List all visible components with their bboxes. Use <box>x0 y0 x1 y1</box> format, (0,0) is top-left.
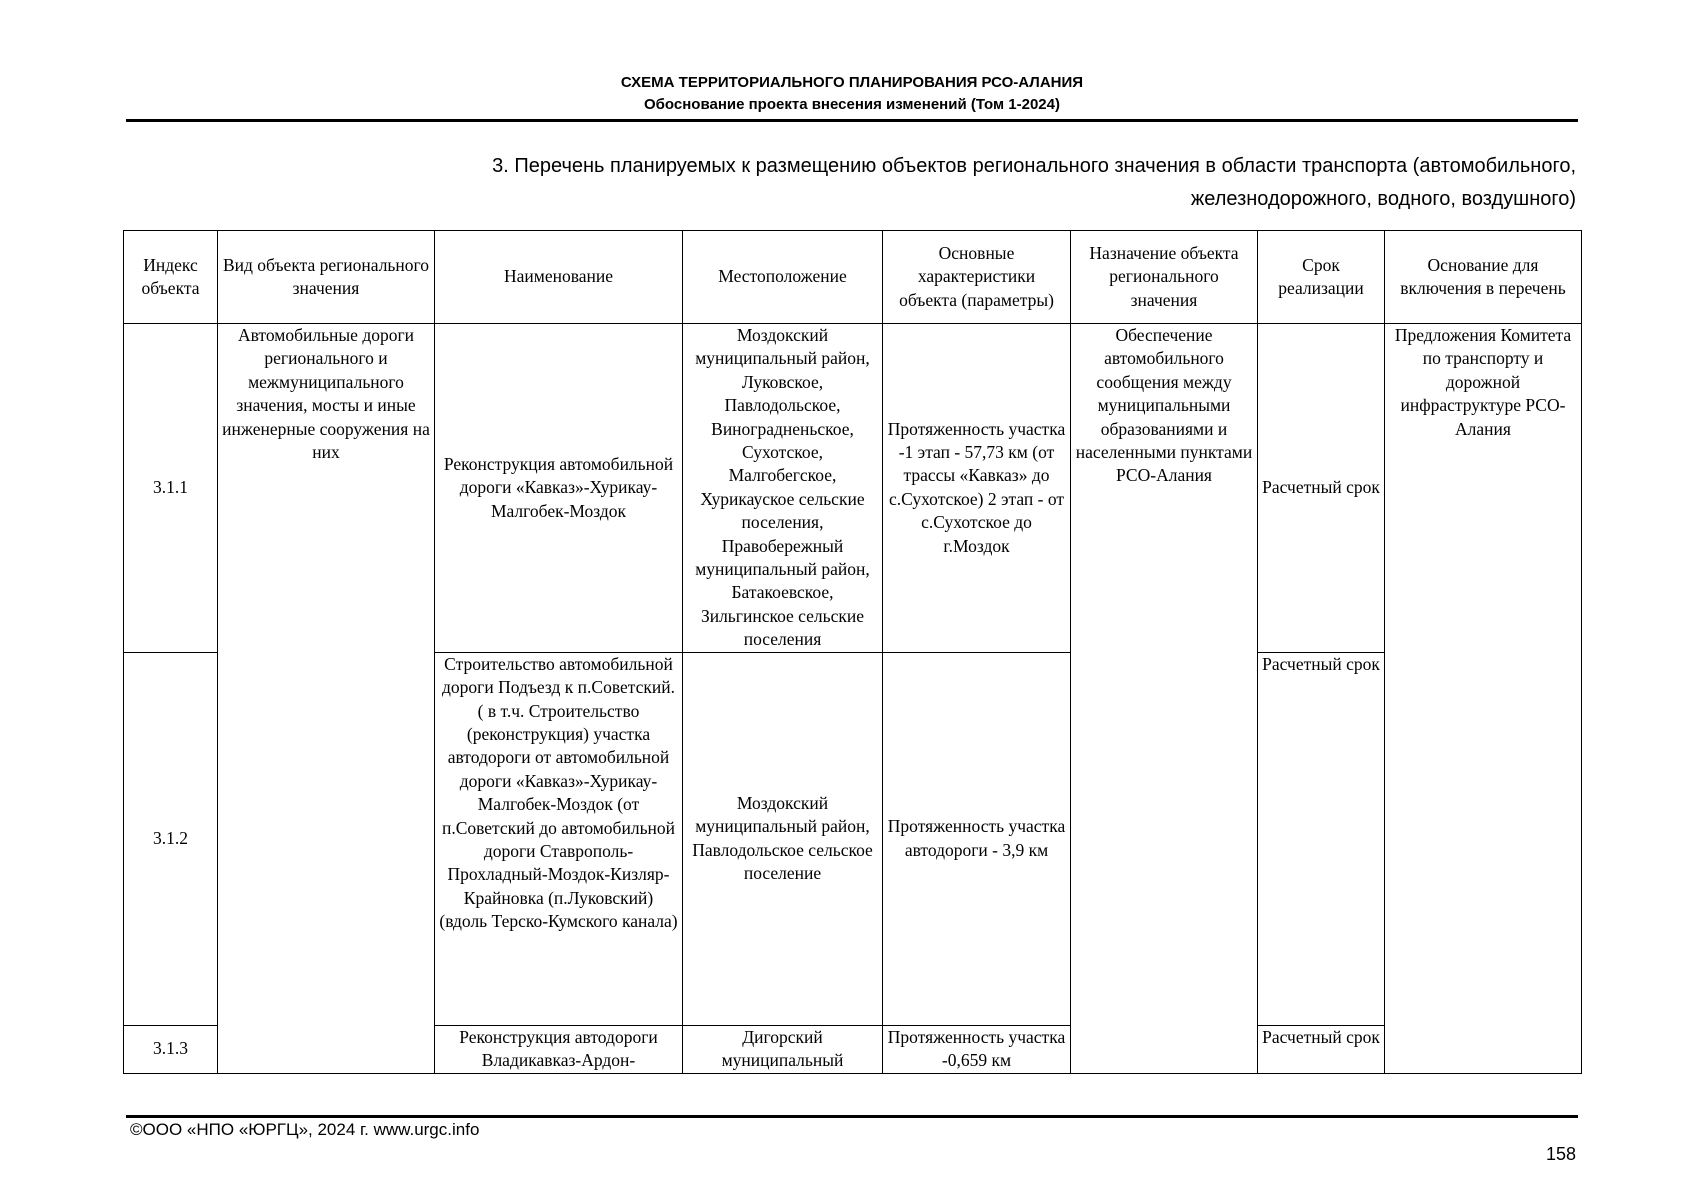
header-parameters: Основные характеристики объекта (параметры) <box>883 231 1071 324</box>
header-title: СХЕМА ТЕРРИТОРИАЛЬНОГО ПЛАНИРОВАНИЯ РСО-АЛАНИЯ <box>620 74 1084 91</box>
table-header-row <box>124 231 1582 324</box>
table-row <box>124 324 1582 653</box>
footer-divider <box>126 1115 1578 1118</box>
cell-purpose: Обеспечение автомобильного сообщения между муниципальными образованиями и населенными пунктами РСО-Алания <box>1071 324 1258 1074</box>
cell-basis: Предложения Комитета по транспорту и дорожной инфраструктуре РСО-Алания <box>1385 324 1582 1074</box>
section-title-line-2: железнодорожного, водного, воздушного) <box>1190 188 1576 210</box>
header-subtitle: Обоснование проекта внесения изменений (Том 1-2024) <box>644 96 1060 113</box>
cell-name: Реконструкция автодороги Владикавказ-Ардон- <box>435 1025 683 1073</box>
header-divider <box>126 119 1578 122</box>
cell-name: Реконструкция автомобильной дороги «Кавказ»-Хурикау-Малгобек-Моздок <box>435 324 683 653</box>
page-number: 158 <box>1545 1144 1576 1164</box>
header-term: Срок реализации <box>1258 231 1385 324</box>
header-basis: Основание для включения в перечень <box>1385 231 1582 324</box>
cell-term: Расчетный срок <box>1258 1025 1385 1073</box>
cell-parameters: Протяженность участка автодороги - 3,9 км <box>883 652 1071 1025</box>
document-header <box>126 72 1578 116</box>
header-purpose: Назначение объекта регионального значения <box>1071 231 1258 324</box>
header-name: Наименование <box>435 231 683 324</box>
cell-term: Расчетный срок <box>1258 324 1385 653</box>
footer-copyright: ©ООО «НПО «ЮРГЦ», 2024 г. www.urgc.info <box>130 1120 480 1139</box>
header-index: Индекс объекта <box>124 231 218 324</box>
cell-index: 3.1.1 <box>124 324 218 653</box>
section-title-line-1: 3. Перечень планируемых к размещению объектов регионального значения в области транспорта (автомобильного, <box>492 155 1576 177</box>
cell-parameters: Протяженность участка -1 этап - 57,73 км (от трассы «Кавказ» до с.Сухотское) 2 этап - от с.Сухотское до г.Моздок <box>883 324 1071 653</box>
cell-location: Моздокский муниципальный район, Павлодольское сельское поселение <box>683 652 883 1025</box>
header-object-type: Вид объекта регионального значения <box>218 231 435 324</box>
cell-location: Дигорский муниципальный <box>683 1025 883 1073</box>
cell-term: Расчетный срок <box>1258 652 1385 1025</box>
objects-table <box>123 230 1582 1074</box>
cell-index: 3.1.3 <box>124 1025 218 1073</box>
section-title <box>126 150 1576 216</box>
cell-parameters: Протяженность участка -0,659 км <box>883 1025 1071 1073</box>
cell-index: 3.1.2 <box>124 652 218 1025</box>
cell-object-type: Автомобильные дороги регионального и межмуниципального значения, мосты и иные инженерные сооружения на них <box>218 324 435 1074</box>
cell-location: Моздокский муниципальный район, Луковское, Павлодольское, Виноградненьское, Сухотское, Малгобегское, Хурикауское сельские поселения, Правобережный муниципальный район, Батакоевское, Зильгинское сельские поселения <box>683 324 883 653</box>
header-location: Местоположение <box>683 231 883 324</box>
cell-name: Строительство автомобильной дороги Подъезд к п.Советский. ( в т.ч. Строительство (реконструкция) участка автодороги от автомобильной дороги «Кавказ»-Хурикау-Малгобек-Моздок (от п.Советский до автомобильной дороги Ставрополь-Прохладный-Моздок-Кизляр-Крайновка (п.Луковский) (вдоль Терско-Кумского канала) <box>435 652 683 1025</box>
